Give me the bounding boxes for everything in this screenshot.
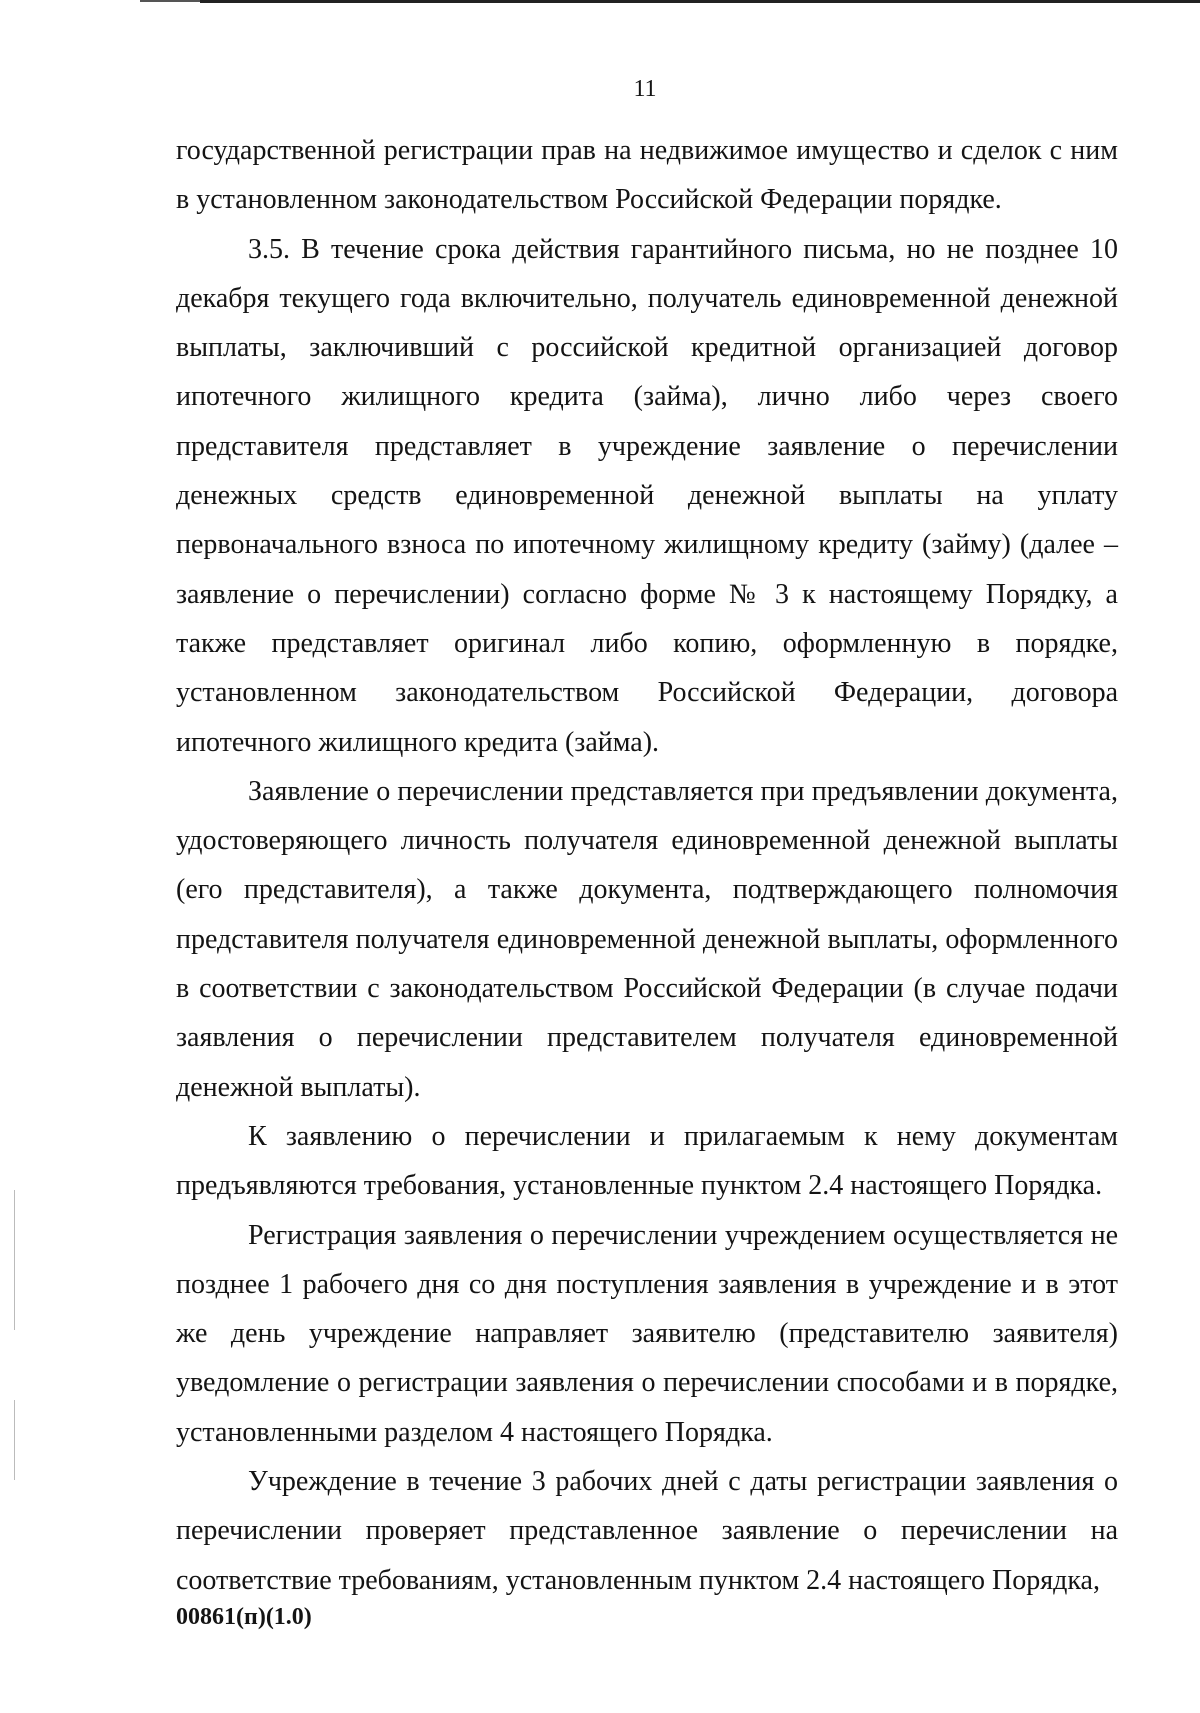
scan-top-edge-left — [140, 0, 200, 2]
document-code: 00861(п)(1.0) — [176, 1604, 312, 1630]
paragraph-application-submission: Заявление о перечислении представляется при предъявлении документа, удостоверяющего личность получателя единовременной денежной выплаты (его представителя), а также документа, подтверждающего полномочия представителя получателя единовременной денежной выплаты, оформленного в соответствии с законодательством Российской Федерации (в случае подачи заявления о перечислении представителем получателя единовременной денежной выплаты). — [176, 775, 1118, 1103]
paragraph-3-5: 3.5. В течение срока действия гарантийного письма, но не позднее 10 декабря текущего года включительно, получатель единовременной денежной выплаты, заключивший с российской кредитной организацией договор ипотечного жилищного кредита (займа), лично либо через своего представителя представляет в учреждение заявление о перечислении денежных средств единовременной денежной выплаты на уплату первоначального взноса по ипотечному жилищному кредиту (займу) (далее – заявление о перечислении) согласно форме № 3 к настоящему Порядку, а также представляет оригинал либо копию, оформленную в порядке, установленном законодательством Российской Федерации, договора ипотечного жилищного кредита (займа). — [176, 233, 1118, 758]
paragraph-verification: Учреждение в течение 3 рабочих дней с даты регистрации заявления о перечислении проверяет представленное заявление о перечислении на соответствие требованиям, установленным пунктом 2.4 настоящего Порядка, — [176, 1466, 1118, 1596]
paragraph-registration: Регистрация заявления о перечислении учреждением осуществляется не позднее 1 рабочего дня со дня поступления заявления в учреждение и в этот же день учреждение направляет заявителю (представителю заявителя) уведомление о регистрации заявления о перечислении способами и в порядке, установленными разделом 4 настоящего Порядка. — [176, 1219, 1118, 1448]
scan-top-edge — [200, 0, 1200, 3]
document-body — [176, 126, 1118, 1605]
scan-margin-mark — [14, 1190, 15, 1330]
page-number: 11 — [633, 76, 657, 102]
paragraph-requirements: К заявлению о перечислении и прилагаемым к нему документам предъявляются требования, установленные пунктом 2.4 настоящего Порядка. — [176, 1120, 1118, 1202]
paragraph-continuation: государственной регистрации прав на недвижимое имущество и сделок с ним в установленном законодательством Российской Федерации порядке. — [176, 135, 1118, 216]
scan-margin-mark — [14, 1400, 15, 1480]
